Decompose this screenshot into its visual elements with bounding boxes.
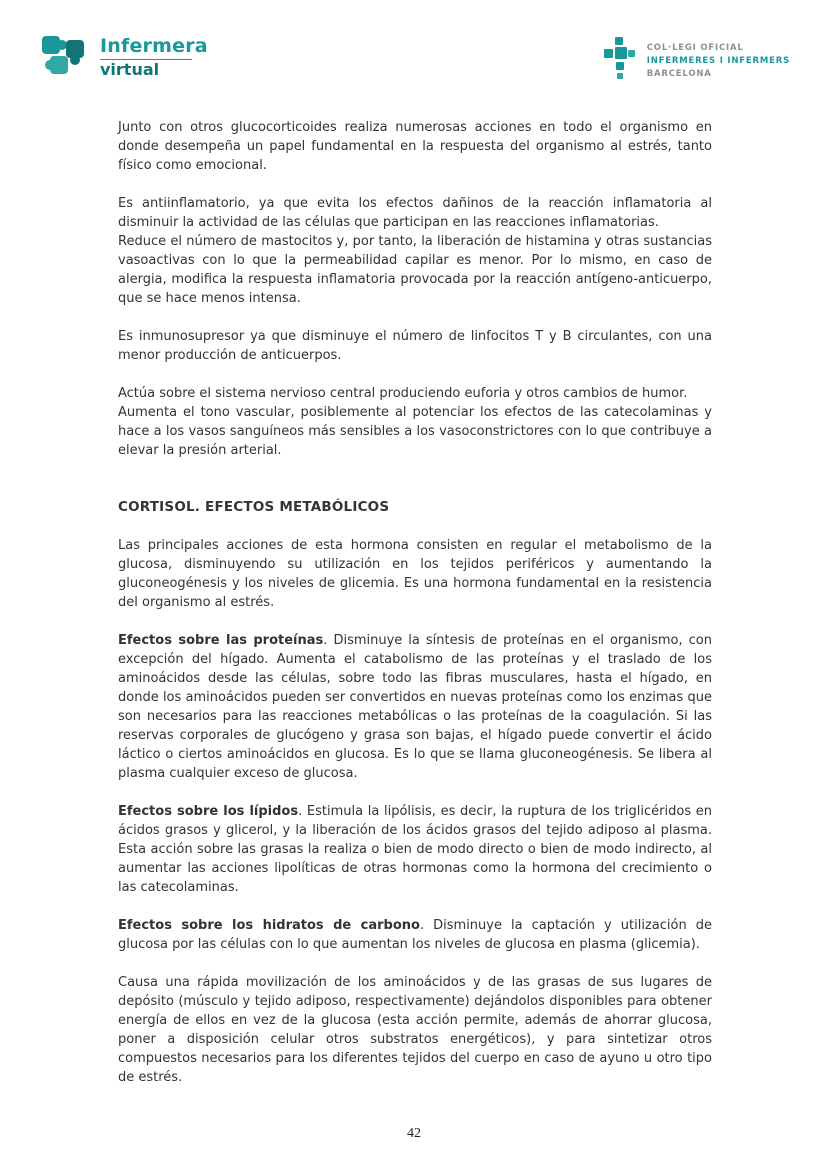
- paragraph-sistema-nervioso: Actúa sobre el sistema nervioso central produciendo euforia y otros cambios de humor.: [118, 386, 688, 401]
- paragraph-antiinflamatorio: Es antiinflamatorio, ya que evita los efectos dañinos de la reacción inflamatoria al disminuir la actividad de las células que participan en las reacciones inflamatorias.: [118, 196, 712, 230]
- paragraph-glucocorticoides: Junto con otros glucocorticoides realiza numerosas acciones en todo el organismo en donde desempeña un papel fundamental en la respuesta del organismo al estrés, tanto físico como emocional.: [118, 120, 712, 173]
- brand-name-top: Infermera: [100, 35, 208, 57]
- paragraph-inmunosupresor: Es inmunosupresor ya que disminuye el número de linfocitos T y B circulantes, con una menor producción de anticuerpos.: [118, 329, 712, 363]
- paragraph-mastocitos: Reduce el número de mastocitos y, por tanto, la liberación de histamina y otras sustancias vasoactivas con lo que la permeabilidad capilar es menor. Por lo mismo, en caso de alergia, modifica la respuesta inflamatoria provocada por la reacción antígeno-anticuerpo, que se hace menos intensa.: [118, 234, 712, 306]
- text-efectos-hidratos: . Disminuye la captación y utilización de glucosa por las células con lo que aumentan los niveles de glucosa en plasma (glicemia).: [118, 918, 712, 952]
- college-wordmark: [647, 36, 790, 80]
- paragraph-efectos-hidratos: [118, 916, 712, 954]
- text-efectos-lipidos: . Estimula la lipólisis, es decir, la ruptura de los triglicéridos en ácidos grasos y glicerol, y la liberación de los ácidos grasos del tejido adiposo al plasma. Esta acción sobre las grasas la realiza o bien de modo directo o bien de modo indirecto, al aumentar las acciones lipolíticas de otras hormonas como la hormona del crecimiento o las catecolaminas.: [118, 804, 712, 895]
- college-logo: [603, 34, 790, 88]
- lead-efectos-hidratos: Efectos sobre los hidratos de carbono: [118, 918, 420, 933]
- lead-efectos-lipidos: Efectos sobre los lípidos: [118, 804, 299, 819]
- paragraph-principales-acciones: Las principales acciones de esta hormona consisten en regular el metabolismo de la glucosa, disminuyendo su utilización en los tejidos periféricos y aumentando la gluconeogénesis y los niveles de glicemia. Es una hormona fundamental en la resistencia del organismo al estrés.: [118, 538, 712, 610]
- college-line-oficial: COL·LEGI OFICIAL: [646, 43, 744, 53]
- paragraph-tono-vascular: Aumenta el tono vascular, posiblemente al potenciar los efectos de las catecolaminas y hace a los vasos sanguíneos más sensibles a los vasoconstrictores con lo que contribuye a elevar la presión arterial.: [118, 405, 712, 458]
- college-line-infermers: INFERMERES I INFERMERS: [646, 55, 790, 66]
- paragraph-efectos-lipidos: [118, 802, 712, 897]
- document-body: [118, 118, 712, 1106]
- page-footer: [0, 1126, 828, 1142]
- college-cross-icon: [603, 36, 635, 88]
- brand-wordmark: [100, 34, 208, 79]
- page-header: [0, 0, 828, 88]
- puzzle-logo-icon: [38, 34, 92, 82]
- page-number: 42: [407, 1126, 421, 1141]
- text-efectos-proteinas: . Disminuye la síntesis de proteínas en el organismo, con excepción del hígado. Aumenta el catabolismo de las proteínas y el traslado de los aminoácidos desde las células, sobre todo las fibras musculares, hasta el hígado, en donde los aminoácidos pueden ser convertidos en nuevas proteínas como los enzimas que son necesarios para las reacciones metabólicas o las proteínas de la coagulación. Si las reservas corporales de glucógeno y grasa son bajas, el hígado puede convertir el ácido láctico o ciertos aminoácidos en glucosa. Es lo que se llama gluconeogénesis. Se libera al plasma cualquier exceso de glucosa.: [118, 633, 712, 781]
- brand-name-bottom: virtual: [100, 59, 160, 79]
- infermera-virtual-logo: [38, 34, 208, 82]
- paragraph-efectos-proteinas: [118, 631, 712, 783]
- college-line-barcelona: BARCELONA: [646, 68, 712, 79]
- section-heading-efectos-metabolicos: CORTISOL. EFECTOS METABÓLICOS: [118, 499, 390, 515]
- paragraph-movilizacion: Causa una rápida movilización de los aminoácidos y de las grasas de sus lugares de depósito (músculo y tejido adiposo, respectivamente) dejándolos disponibles para obtener energía de ellos en vez de la glucosa (esta acción permite, además de ahorrar glucosa, poner a disposición celular otros substratos energéticos), y para sintetizar otros compuestos necesarios para los diferentes tejidos del cuerpo en caso de ayuno u otro tipo de estrés.: [118, 975, 712, 1085]
- lead-efectos-proteinas: Efectos sobre las proteínas: [118, 633, 324, 648]
